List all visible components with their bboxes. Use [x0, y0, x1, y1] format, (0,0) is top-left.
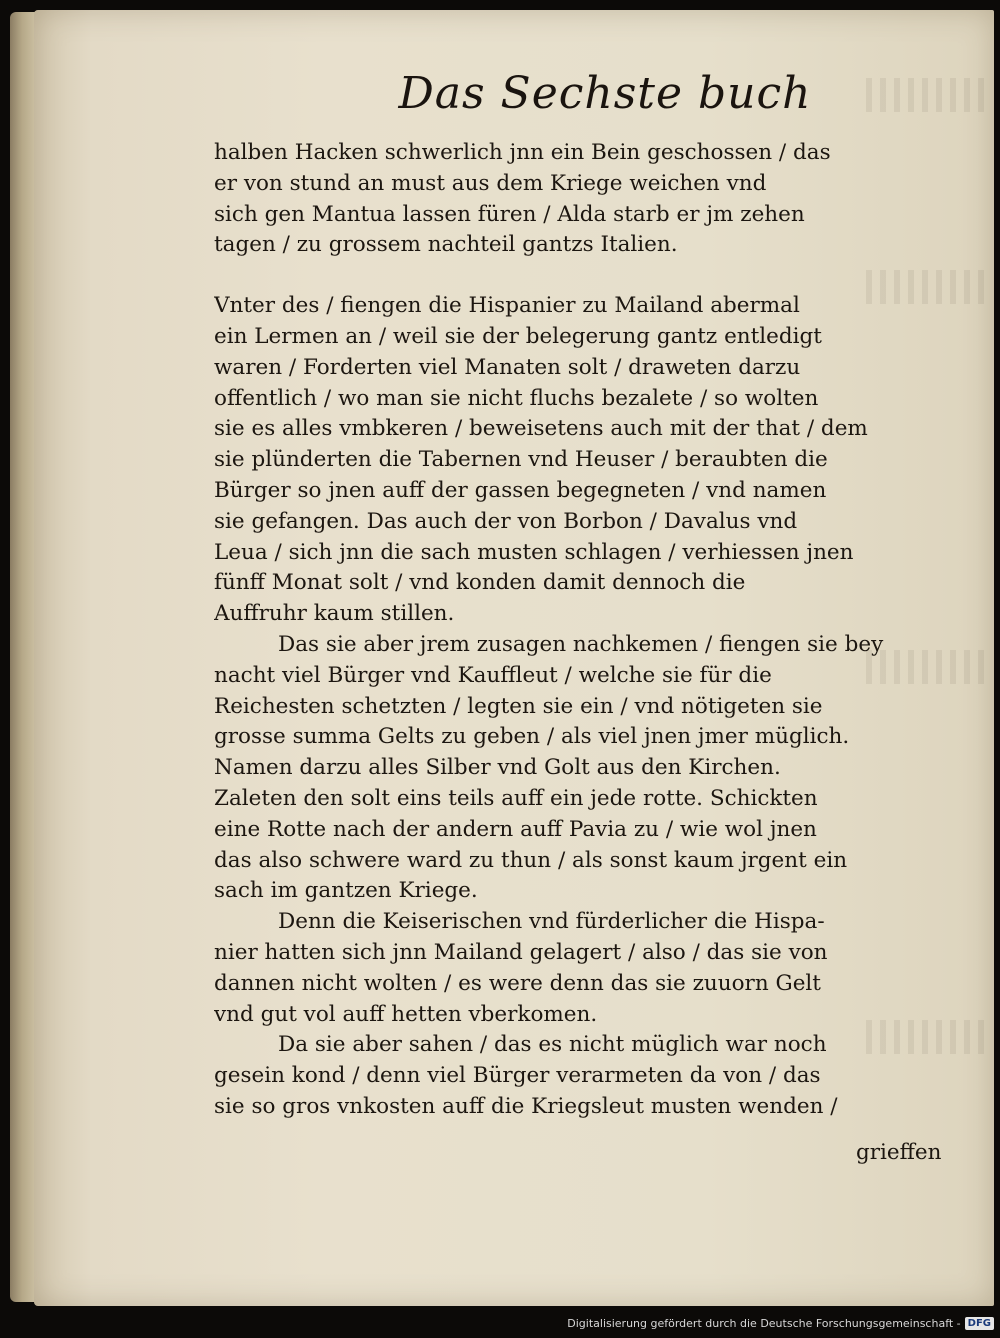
page-heading: Das Sechste buch [398, 68, 812, 119]
text-line: Denn die Keiserischen vnd fürderlicher die Hispa- [278, 909, 825, 935]
text-line: Leua / sich jnn die sach musten schlagen / verhiessen jnen [214, 539, 854, 565]
catchword: grieffen [856, 1140, 942, 1165]
text-line: sie so gros vnkosten auff die Kriegsleut musten wenden / [214, 1093, 838, 1119]
text-line: nacht viel Bürger vnd Kauffleut / welche sie für die [214, 662, 772, 688]
text-line: nier hatten sich jnn Mailand gelagert / also / das sie von [214, 939, 828, 965]
text-line: Da sie aber sahen / das es nicht müglich war noch [278, 1032, 827, 1058]
digitization-footer [567, 1312, 994, 1334]
text-line: Bürger so jnen auff der gassen begegneten / vnd namen [214, 477, 827, 503]
text-line: Vnter des / fiengen die Hispanier zu Mailand abermal [214, 293, 800, 319]
paragraph [214, 630, 940, 907]
text-line: grosse summa Gelts zu geben / als viel jnen jmer müglich. [214, 724, 850, 750]
text-line: sach im gantzen Kriege. [214, 878, 478, 904]
text-line: waren / Forderten viel Manaten solt / draweten darzu [214, 354, 801, 380]
dfg-logo: DFG [965, 1317, 994, 1330]
text-line: ein Lermen an / weil sie der belegerung gantz entledigt [214, 323, 822, 349]
text-line: er von stund an must aus dem Kriege weichen vnd [214, 170, 767, 196]
text-line: offentlich / wo man sie nicht fluchs bezalete / so wolten [214, 385, 819, 411]
paragraph-gap [214, 261, 940, 291]
text-line: Zaleten den solt eins teils auff ein jede rotte. Schickten [214, 785, 818, 811]
paragraph [214, 291, 940, 630]
text-block [214, 138, 940, 1123]
text-line: Reichesten schetzten / legten sie ein / vnd nötigeten sie [214, 693, 823, 719]
paragraph [214, 1030, 940, 1122]
text-line: sie gefangen. Das auch der von Borbon / Davalus vnd [214, 508, 798, 534]
text-line: fünff Monat solt / vnd konden damit dennoch die [214, 570, 746, 596]
text-line: sich gen Mantua lassen füren / Alda starb er jm zehen [214, 201, 805, 227]
text-line: das also schwere ward zu thun / als sonst kaum jrgent ein [214, 847, 848, 873]
text-line: Das sie aber jrem zusagen nachkemen / fiengen sie bey [278, 631, 884, 657]
paragraph [214, 907, 940, 1030]
text-line: Namen darzu alles Silber vnd Golt aus den Kirchen. [214, 755, 781, 781]
text-line: dannen nicht wolten / es were denn das sie zuuorn Gelt [214, 970, 821, 996]
text-line: gesein kond / denn viel Bürger verarmeten da von / das [214, 1063, 821, 1089]
text-line: vnd gut vol auff hetten vberkomen. [214, 1001, 598, 1027]
funding-credit: Digitalisierung gefördert durch die Deutsche Forschungsgemeinschaft - [567, 1316, 961, 1330]
text-line: sie es alles vmbkeren / beweisetens auch mit der that / dem [214, 416, 868, 442]
text-line: halben Hacken schwerlich jnn ein Bein geschossen / das [214, 140, 831, 165]
paragraph [214, 138, 940, 261]
text-line: eine Rotte nach der andern auff Pavia zu / wie wol jnen [214, 816, 817, 842]
text-line: Auffruhr kaum stillen. [214, 601, 455, 627]
text-line: tagen / zu grossem nachteil gantzs Italien. [214, 232, 678, 258]
text-line: sie plünderten die Tabernen vnd Heuser / beraubten die [214, 447, 828, 473]
